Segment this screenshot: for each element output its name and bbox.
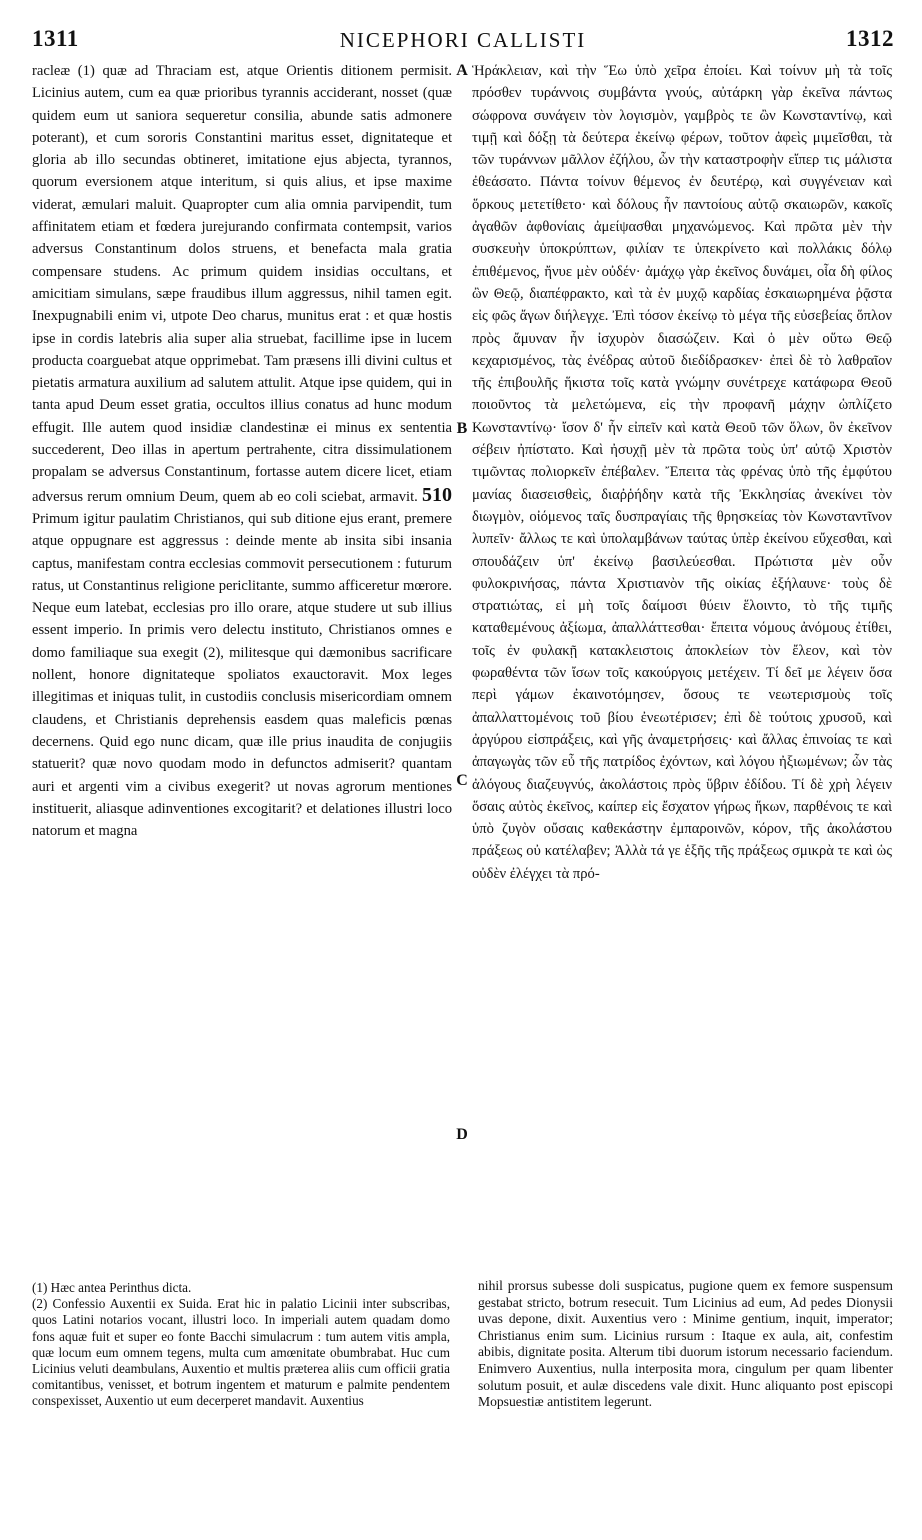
section-marker-d: D: [456, 1126, 468, 1143]
right-page-number: 1312: [846, 26, 894, 51]
footnote-continuation: [478, 1278, 893, 1411]
section-marker-a: A: [456, 62, 468, 79]
footnote-1: (1) Hæc antea Perinthus dicta.: [32, 1280, 192, 1295]
left-page-number: 1311: [32, 26, 79, 51]
running-title: NICEPHORI CALLISTI: [339, 28, 587, 52]
latin-part-2: Primum igitur paulatim Christianos, qui sub ditione ejus erant, premere atque oppugnare est aggressus : deinde mente ab insita sibi insania captus, manifestam contra ecclesias commovit persecutionem : futurum ratus, ut Constantinus religione periclitante, summo afficeretur mœrore. Neque eum latebat, ecclesias pro illo orare, atque studere ut sub illius essent imperio. In primis vero delectu instituto, Christianos omnes e domo familiaque sua exegit (2), militesque qui dæmonibus sacrificare nollent, honore dignitateque spoliatos exauctoravit. Mox leges illegitimas et iniquas tulit, in custodiis conclusis misericordiam omnem claudens, et Christianis deprehensis easdem quas maleficis pœnas decernens. Quid ego nunc dicam, quæ ille prius inaudita de conjugiis statuerit? quæ novo quodam modo in defunctos admiserit? quantam auri et argenti vim a civibus exegerit? ut novas agrorum mentiones instituerit, aliasque adinventiones excogitarit? et delationes illustri loco natorum et magna: [32, 510, 452, 840]
footnotes: [32, 1280, 450, 1410]
latin-part-1: racleæ (1) quæ ad Thraciam est, atque Orientis ditionem permisit. Licinius autem, cum ea quæ prioribus tyrannis acciderant, nosset (quæ quidem eum ut saniora sequeretur consilia, abunde satis admonere poterant), et cum sororis Constantini maritus esset, dignitateque et gloria ab illo secundas obtineret, imitatione ejus abjecta, tyrannos, quorum eversionem atque interitum, si quis alius, et ipse maxime viderat, æmulari maluit. Quapropter cum alia omnia parvipendit, tum affinitatem etiam et fœdera jurejurando confirmata contempsit, varios adversus Constantinum dolos struens, et benefacta mala gratia compensare studens. Ac primum quidem insidias occultans, et amicitiam simulans, sæpe fraudibus illum aggressus, nihil tamen egit. Inexpugnabili enim vi, utpote Deo charus, munitus erat : et quæ hostis ipse in cordis latebris alia super alia struebat, facillime ipse in lucem producta coarguebat atque opprimebat. Tam præsens illi divini cultus et pietatis armatura auxilium ad salutem attulit. Atque ipse quidem, qui in tanta apud Deum esset gratia, occultos illius conatus ad hunc modum effugit. Ille autem quod insidiæ clandestinæ ei minus ex sententia succederent, Deo illas in apertum pertrahente, citra dissimulationem propalam se adversus Constantinum, fortasse autem dicere licet, etiam adversus rerum omnium Deum, quem ab eo coli sciebat, armavit.: [32, 63, 452, 505]
column-number: 510: [422, 483, 452, 506]
section-marker-c: C: [456, 772, 468, 789]
greek-text: Ἡράκλειαν, καὶ τὴν Ἕω ὑπὸ χεῖρα ἐποίει. Καὶ τοίνυν μὴ τὰ τοῖς πρόσθεν τυράννοις συμβάντα γνούς, αὐτάρκη γὰρ ἐκεῖνα πάντως σώφρονα συνάγειν τὸν λογισμὸν, γαμβρὸς τε ὢν Κωνσταντίνῳ, καὶ τιμῇ καὶ δόξῃ τὰ δεύτερα ἐκείνῳ φέρων, τοῦτον ἀφεὶς μιμεῖσθαι, τὰ τῶν τυράννων μᾶλλον ἐζήλου, ὧν τὴν καταστροφὴν εἴπερ τις μάλιστα ἐθεάσατο. Πάντα τοίνυν θέμενος ἐν δευτέρῳ, καὶ συγγένειαν καὶ ὅρκους μετετίθετο· καὶ δόλους ἦν παντοίους αὐτῷ σκαιωρῶν, κακοῖς ἀγαθῶν ἀφθονίαις ἀμείψασθαι μηχανώμενος. Καὶ πρῶτα μὲν τὴν συσκευὴν ὑποκρύπτων, φιλίαν τε ὑπεκρίνετο καὶ πολλάκις δόλῳ ἐπιθέμενος, ἤνυε μὲν οὐδέν· ἀμάχῳ γὰρ ἐκεῖνος δυνάμει, οἷα δὴ φίλος ὢν Θεῷ, διαπέφρακτο, καὶ τὰ ἐν μυχῷ καρδίας ἐσκαιωρημένα ῥᾷστα εἰς φῶς ἄγων διήλεγχε. Ἐπὶ τόσον ἐκείνῳ τὸ μέγα τῆς εὐσεβείας ὅπλον πρὸς ἄμυναν ἦν ἰσχυρὸν διασώζειν. Καὶ ὁ μὲν οὕτω Θεῷ κεχαρισμένος, τὰς ἐνέδρας αὐτοῦ διεδίδρασκεν· ἐπεὶ δὲ τὸ λαθραῖον τῆς ἐπιβουλῆς ἥκιστα τοῖς κατὰ γνώμην συνέτρεχε κατάφωρα Θεοῦ ποιοῦντος τὰ μελετώμενα, εἰς τὴν προφανῆ μάχην ὡπλίζετο Κωνσταντίνῳ· ἴσον δ' ἦν εἰπεῖν καὶ κατὰ Θεοῦ τῶν ὅλων, ὃν ἐκεῖνον σέβειν ἠπίστατο. Καὶ ἠσυχῇ μὲν τὰ πρῶτα τοὺς ὑπ' αὐτῷ Χριστὸν τιμῶντας πολιορκεῖν ἐπέβαλεν. Ἔπειτα τὰς φρένας ὑπὸ τῆς ἐμφύτου μανίας διασεισθεὶς, διαῤῥήδην κατὰ τῆς Ἐκκλησίας ἀνεκίνει τὸν διωγμὸν, οἰόμενος ταῖς δυσπραγίαις τῆς θρησκείας τὸν Κωνσταντῖνον λυπεῖν· ἄλλως τε καὶ ὑπολαμβάνων ταύτας ὑπὲρ ἐκείνου εὔχεσθαι, καὶ σπουδάζειν ὑπ' ἐκείνῳ βασιλεύεσθαι. Πρώτιστα μὲν οὖν φυλοκρινήσας, πάντα Χριστιανὸν τῆς οἰκίας ἐξήλαυνε· τοὺς δὲ στρατιώτας, εἰ μὴ τοῖς δαίμοσι θύειν ἕλοιντο, τὸ τῆς τιμῆς καταθεμένους ἀξίωμα, ἀπαλλάττεσθαι· ἔπειτα νόμους ἀνόμους ἐτίθει, τοῖς ἐν φυλακῇ κατακλειστοις ἀποκλείων τὸν ἔλεον, καὶ τὸν φωραθέντα τῶν ἴσων τοῖς κακούργοις μετέχειν. Τί δεῖ με λέγειν ὅσα περὶ γάμων ἐκαινοτόμησεν, ὅσους τε νεωτερισμοὺς τοῖς ἀπαλλαττομένοις τοῦ βίου ἐνεωτέρισεν; ἐπὶ δὲ τούτοις χρυσοῦ, καὶ ἀργύρου εἰσπράξεις, καὶ γῆς ἀναμετρήσεις· καὶ ἄλλας ἐπινοίας τε καὶ ἀπαγωγὰς τῶν εὖ τῆς πατρίδος ἐχόντων, καὶ λόγου ἠξιωμένων; ὧν τὰς ἀλόγους διαζευγνύς, ἀκολάστοις πρὸς ὕβριν ἐδίδου. Τί δὲ χρὴ λέγειν ὅσαις αὐτὸς ἐκεῖνος, καίπερ εἰς ἔσχατον γήρως ἥκων, παρθένοις τε καὶ ὑπὸ ζυγὸν οὔσαις καθεκάστην ἐμπαροινῶν, κόρον, τῆς ἀκολάστου πράξεως οὐ κατέλαβεν; Ἀλλὰ τά γε ἑξῆς τῆς πράξεως σμικρὰ τε καὶ ὡς οὐδὲν ἐλέγχει τὰ πρό-: [472, 63, 892, 882]
page-header: [32, 26, 894, 56]
latin-column: [32, 60, 452, 842]
greek-column: [472, 60, 892, 885]
section-marker-b: B: [456, 420, 468, 437]
footnote-continuation-text: nihil prorsus subesse doli suspicatus, pugione quem ex femore suspensum gestabat stricto, botrum resecuit. Tum Licinius ad eum, Ad pedes Dionysii uvas depone, dixit. Auxentius vero : Minime gentium, inquit, imperator; Christianus enim sum. Licinius rursum : Itaque ex aula, ait, confestim abibis, dignitate posita. Alterum tibi duorum istorum necessario faciendum. Enimvero Auxentius, nulla interposita mora, cingulum per quam libenter solutum posuit, et aulæ discedens vale dixit. Hunc aliquanto post episcopi Mopsuestiæ antistitem legerunt.: [478, 1278, 893, 1410]
footnote-2: (2) Confessio Auxentii ex Suida. Erat hic in palatio Licinii inter subscribas, quos Latini notarios vocant, illustri loco. In imperiali autem quadam domo fons aquæ fuit et super eo fonte Bacchi simulacrum : tum autem vitis ampla, quæ locum eum omnem tegens, multa cum amœnitate obumbrabat. Huc cum Licinius veluti deambulans, Auxentio et multis præterea aliis cum officii gratia comitantibus, venisset, et botrum ingentem et maturum e palmite pendentem conspexisset, Auxentio ut eum decerperet mandavit. Auxentius: [32, 1296, 450, 1409]
latin-text: [32, 60, 452, 842]
